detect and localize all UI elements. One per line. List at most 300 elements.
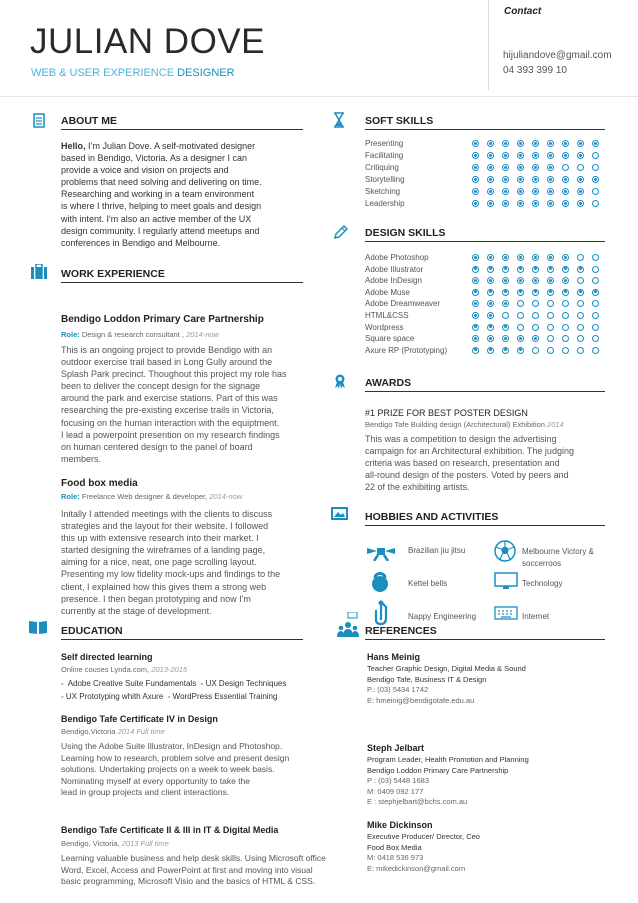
header-rule (0, 96, 638, 97)
about-line: with intent. I'm also an active member of the UX (61, 213, 252, 224)
about-line: is where I thrive, helping to meet goals and design (61, 201, 262, 212)
rating-dot-filled (517, 347, 524, 354)
role-text: Freelance Web designer & developer, (79, 492, 208, 501)
skill-label: Adobe Photoshop (365, 253, 429, 262)
job-line: client, I explained how this gives them a strong web (61, 581, 267, 592)
rating-dot-empty (577, 324, 584, 331)
reference-line: Executive Producer/ Director, Ceo (367, 832, 480, 841)
rating-dot-empty (592, 324, 599, 331)
about-line: based in Bendigo, Victoria. As a designer I can (61, 153, 247, 164)
reference-name: Hans Meinig (367, 652, 421, 662)
rating-dot-filled (472, 289, 479, 296)
rating-dot-filled (547, 266, 554, 273)
job-line: members. (61, 453, 102, 464)
job-line: researching the pre-existing excerise trails in Victoria, (61, 405, 274, 416)
about-line: conferences in Bendigo and Melbourne. (61, 237, 221, 248)
skill-row (365, 163, 605, 175)
soft-skills-rule (365, 129, 605, 130)
rating-dot-empty (592, 266, 599, 273)
skill-label: Axure RP (Prototyping) (365, 345, 448, 355)
role-label: Role: (61, 492, 80, 501)
hobby-label: Brazilian jiu jitsu (408, 546, 466, 555)
reference-mobile: M: 0418 536 973 (367, 853, 424, 862)
rating-dot-filled (547, 289, 554, 296)
education-rule (61, 639, 303, 640)
skill-label: Presenting (365, 139, 404, 148)
rating-dot-filled (532, 140, 539, 147)
hobby-label: Kettel bells (408, 579, 448, 588)
rating-dot-empty (532, 324, 539, 331)
hobby-label: Technology (522, 579, 563, 588)
rating-dot-empty (592, 188, 599, 195)
job-subtitle (31, 67, 235, 79)
reference-name: Mike Dickinson (367, 820, 433, 830)
rating-dot-empty (562, 300, 569, 307)
rating-dot-empty (517, 312, 524, 319)
rating-dot-filled (502, 152, 509, 159)
subtitle-light: WEB & USER EXPERIENCE (31, 67, 178, 79)
rating-dot-filled (487, 254, 494, 261)
edu-line: basic programming, Microsoft Visio and the basics of HTML & CSS. (61, 876, 316, 887)
rating-dot-filled (487, 312, 494, 319)
rating-dot-filled (547, 176, 554, 183)
rating-dot-filled (487, 289, 494, 296)
skill-row (365, 299, 605, 311)
rating-dot-filled (532, 266, 539, 273)
rating-dot-empty (577, 254, 584, 261)
rating-dot-filled (487, 176, 494, 183)
rating-dot-empty (592, 200, 599, 207)
edu-line: Learning valuable business and help desk skills. Using Microsoft office (61, 853, 326, 863)
job-description (61, 508, 311, 617)
rating-dot-filled (502, 347, 509, 354)
skill-row (365, 175, 605, 187)
rating-dot-empty (592, 152, 599, 159)
skill-row (365, 323, 605, 335)
rating-dot-filled (547, 188, 554, 195)
edu-bullet: Adobe Creative Suite Fundamentals (67, 679, 197, 688)
rating-dot-filled (472, 312, 479, 319)
rating-dot-empty (592, 164, 599, 171)
rating-dot-filled (517, 277, 524, 284)
skill-label: Critiquing (365, 163, 399, 172)
rating-dot-empty (577, 347, 584, 354)
rating-dot-filled (577, 266, 584, 273)
skill-rating (472, 347, 599, 354)
rating-dot-empty (592, 277, 599, 284)
rating-dot-empty (562, 335, 569, 342)
keyboard-icon (494, 606, 518, 620)
skill-rating (472, 266, 599, 273)
kettlebell-icon (370, 570, 390, 592)
rating-dot-filled (532, 200, 539, 207)
rating-dot-empty (592, 312, 599, 319)
job-line: Splash Park precinct. Thoughout this project my role has (61, 369, 287, 380)
skill-rating (472, 200, 599, 207)
skill-row (365, 311, 605, 323)
job-title: Bendigo Loddon Primary Care Partnership (61, 314, 264, 325)
rating-dot-filled (577, 152, 584, 159)
reference-phone: P.: (03) 5434 1742 (367, 685, 429, 694)
rating-dot-filled (532, 176, 539, 183)
dash-icon: - (61, 692, 64, 701)
award-ribbon-icon (334, 374, 346, 389)
rating-dot-filled (502, 254, 509, 261)
award-sub-text: Bendigo Tafe Building design (Architectural) Exhibition (365, 420, 545, 429)
rating-dot-empty (547, 300, 554, 307)
contact-phone[interactable]: 04 393 399 10 (503, 65, 567, 76)
skill-label: Sketching (365, 187, 401, 196)
document-icon (33, 113, 45, 128)
rating-dot-empty (592, 254, 599, 261)
about-line: provide a voice and vision on projects and (61, 165, 229, 176)
about-title: ABOUT ME (61, 115, 117, 127)
skill-row (365, 346, 605, 358)
rating-dot-filled (577, 200, 584, 207)
skill-rating (472, 324, 599, 331)
job-line: Initally I attended meetings with the clients to discuss (61, 509, 273, 519)
rating-dot-filled (562, 176, 569, 183)
role-text: Design & research consultant , (79, 330, 184, 339)
rating-dot-filled (502, 140, 509, 147)
rating-dot-filled (547, 140, 554, 147)
rating-dot-filled (592, 289, 599, 296)
reference-details (367, 832, 480, 874)
resume-name: JULIAN DOVE (30, 22, 265, 61)
skill-label: Wordpress (365, 322, 404, 332)
rating-dot-filled (547, 200, 554, 207)
role-dates: 2014-now (207, 492, 243, 501)
job-line: I lead a powerpoint presention on my research findings (61, 429, 280, 440)
skill-label: HTML&CSS (365, 310, 409, 320)
rating-dot-filled (577, 176, 584, 183)
rating-dot-filled (472, 176, 479, 183)
reference-line: Bendigo Tafe, Business IT & Design (367, 674, 487, 684)
rating-dot-filled (517, 140, 524, 147)
edu-dates: 2013 Full time (119, 839, 169, 848)
hobby-label: Internet (522, 612, 550, 621)
job-line: on human centered design to the panel of board (61, 441, 253, 452)
edu-description (61, 741, 311, 799)
rating-dot-empty (532, 300, 539, 307)
award-description (365, 433, 610, 493)
hobby-label: Melbourne Victory & soccerroos (522, 547, 594, 568)
edu-line: lead in group projects and client interactions. (61, 787, 230, 798)
dash-icon: - (167, 692, 171, 701)
contact-label: Contact (504, 6, 542, 17)
award-line: 22 of the exhibiting artists. (365, 482, 470, 493)
rating-dot-filled (562, 289, 569, 296)
rating-dot-empty (592, 300, 599, 307)
rating-dot-empty (547, 324, 554, 331)
skill-row (365, 187, 605, 199)
rating-dot-filled (472, 324, 479, 331)
rating-dot-filled (472, 254, 479, 261)
rating-dot-filled (517, 289, 524, 296)
edu-sub (61, 665, 187, 674)
rating-dot-empty (577, 312, 584, 319)
about-line: problems that need solving and delivering on time. (61, 177, 262, 188)
rating-dot-filled (517, 266, 524, 273)
job-role (61, 330, 219, 339)
work-title: WORK EXPERIENCE (61, 268, 165, 280)
safety-pin-icon (373, 600, 389, 626)
rating-dot-filled (487, 347, 494, 354)
edu-sub (61, 839, 169, 848)
header-divider (488, 0, 489, 90)
work-rule (61, 282, 303, 283)
hobbies-rule (365, 525, 605, 526)
rating-dot-empty (532, 347, 539, 354)
edu-sub-text: Bendigo, Victoria, (61, 839, 120, 848)
reference-phone: P : (03) 5448 1683 (367, 776, 429, 785)
image-icon (331, 507, 348, 520)
skill-rating (472, 277, 599, 284)
rating-dot-filled (532, 254, 539, 261)
skill-row (365, 139, 605, 151)
award-year: 2014 (544, 420, 564, 429)
job-line: aiming for a nice, neat, one page scrolling layout. (61, 557, 257, 568)
job-line: currently at the stage of development. (61, 605, 212, 616)
subtitle-dark: DESIGNER (177, 67, 235, 79)
monitor-icon (494, 572, 518, 590)
rating-dot-filled (577, 188, 584, 195)
rating-dot-filled (532, 335, 539, 342)
rating-dot-filled (472, 188, 479, 195)
award-sub (365, 420, 564, 429)
rating-dot-filled (517, 152, 524, 159)
rating-dot-filled (487, 300, 494, 307)
about-greeting: Hello, (61, 141, 86, 151)
rating-dot-filled (487, 152, 494, 159)
job-description (61, 344, 311, 465)
edu-title: Bendigo Tafe Certificate IV in Design (61, 714, 218, 724)
belt-icon (367, 543, 395, 561)
rating-dot-filled (532, 164, 539, 171)
rating-dot-filled (532, 277, 539, 284)
job-line: This is an ongoing project to provide Bendigo with an (61, 345, 273, 355)
design-skills-list (365, 253, 605, 357)
pencil-icon (333, 225, 348, 240)
contact-email[interactable]: hijuliandove@gmail.com (503, 50, 612, 61)
reference-email[interactable]: E: hmeinig@bendigotafe.edu.au (367, 695, 475, 705)
about-rule (61, 129, 303, 130)
rating-dot-empty (517, 324, 524, 331)
rating-dot-filled (487, 324, 494, 331)
job-line: this up with extensive research into their market. I (61, 533, 259, 544)
hourglass-icon (333, 112, 345, 128)
rating-dot-filled (487, 140, 494, 147)
rating-dot-empty (592, 347, 599, 354)
rating-dot-filled (562, 152, 569, 159)
references-rule (365, 639, 605, 640)
edu-sub-text: Bendigo,Victoria (61, 727, 116, 736)
edu-bullet: UX Prototyping whith Axure (65, 692, 164, 701)
rating-dot-empty (577, 277, 584, 284)
skill-label: Adobe InDesign (365, 276, 422, 286)
rating-dot-filled (472, 200, 479, 207)
rating-dot-empty (547, 312, 554, 319)
job-line: Presenting my low fidelity mock-ups and findings to the (61, 569, 281, 580)
rating-dot-empty (592, 335, 599, 342)
rating-dot-filled (577, 140, 584, 147)
rating-dot-filled (472, 277, 479, 284)
skill-label: Storytelling (365, 175, 405, 184)
reference-email[interactable]: E: mikedickinson@gmail.com (367, 863, 466, 873)
skill-label: Adobe Illustrator (365, 264, 424, 274)
edu-bullet: UX Design Techniques (205, 679, 287, 688)
rating-dot-filled (502, 266, 509, 273)
skill-label: Square space (365, 334, 415, 344)
rating-dot-filled (517, 254, 524, 261)
skill-label: Facilitating (365, 151, 404, 160)
about-line: design community. I regularly attend meetups and (61, 225, 260, 236)
rating-dot-filled (517, 335, 524, 342)
reference-line: Bendigo Loddon Primary Care Partnership (367, 765, 509, 775)
rating-dot-filled (517, 200, 524, 207)
rating-dot-filled (502, 188, 509, 195)
rating-dot-filled (562, 254, 569, 261)
award-title: #1 PRIZE FOR BEST POSTER DESIGN (365, 408, 528, 418)
rating-dot-empty (562, 347, 569, 354)
rating-dot-filled (562, 188, 569, 195)
hobby-label: Nappy Engineering (408, 612, 477, 621)
edu-line: solutions. Undertaking projects on a week to week basis. (61, 764, 275, 775)
rating-dot-filled (502, 176, 509, 183)
rating-dot-filled (532, 188, 539, 195)
rating-dot-filled (517, 164, 524, 171)
reference-line: Food Box Media (367, 842, 422, 852)
rating-dot-filled (472, 347, 479, 354)
rating-dot-filled (502, 300, 509, 307)
rating-dot-filled (547, 254, 554, 261)
rating-dot-filled (547, 277, 554, 284)
education-title: EDUCATION (61, 625, 123, 637)
job-role (61, 492, 242, 501)
rating-dot-filled (472, 335, 479, 342)
rating-dot-empty (562, 164, 569, 171)
skill-rating (472, 164, 599, 171)
design-skills-rule (365, 241, 605, 242)
rating-dot-filled (487, 164, 494, 171)
job-line: presence. I then began prototyping and now I'm (61, 593, 251, 604)
about-text (61, 140, 306, 249)
skill-label: Leadership (365, 199, 405, 208)
rating-dot-filled (472, 164, 479, 171)
skill-row (365, 334, 605, 346)
skill-rating (472, 188, 599, 195)
rating-dot-empty (562, 312, 569, 319)
briefcase-icon (31, 264, 47, 279)
rating-dot-filled (577, 289, 584, 296)
rating-dot-filled (472, 152, 479, 159)
reference-name: Steph Jelbart (367, 743, 425, 753)
reference-line: Program Leader, Health Promotion and Planning (367, 755, 529, 764)
reference-line: Teacher Graphic Design, Digital Media & Sound (367, 664, 526, 673)
edu-line: Using the Adobe Suite Illustrator, InDesign and Photoshop. (61, 741, 283, 751)
edu-dates: 2014 Full time (115, 727, 165, 736)
rating-dot-filled (532, 152, 539, 159)
soft-skills-title: SOFT SKILLS (365, 115, 434, 127)
skill-rating (472, 254, 599, 261)
book-icon (28, 620, 48, 635)
rating-dot-filled (472, 300, 479, 307)
reference-mobile: M: 0409 092 177 (367, 786, 424, 796)
awards-title: AWARDS (365, 377, 412, 389)
rating-dot-empty (517, 300, 524, 307)
award-line: This was a competition to design the advertising (365, 434, 557, 444)
rating-dot-filled (502, 200, 509, 207)
awards-rule (365, 391, 605, 392)
job-title: Food box media (61, 478, 138, 489)
rating-dot-filled (592, 176, 599, 183)
award-line: criteria was based on research, presentation and (365, 458, 560, 469)
rating-dot-empty (547, 347, 554, 354)
skill-row (365, 265, 605, 277)
skill-rating (472, 335, 599, 342)
reference-email[interactable]: E : stephjelbart@bchs.com.au (367, 797, 468, 806)
rating-dot-filled (532, 289, 539, 296)
job-line: started designing the wireframes of a landing page, (61, 545, 266, 556)
job-line: strategies and the layout for their website. I followed (61, 521, 269, 532)
rating-dot-empty (562, 324, 569, 331)
rating-dot-empty (547, 335, 554, 342)
rating-dot-filled (472, 266, 479, 273)
rating-dot-filled (592, 140, 599, 147)
hobbies-title: HOBBIES AND ACTIVITIES (365, 511, 499, 523)
about-line: Researching and working in a team environment (61, 189, 255, 200)
skill-label: Adobe Muse (365, 287, 410, 297)
skill-rating (472, 289, 599, 296)
rating-dot-filled (502, 277, 509, 284)
skill-rating (472, 176, 599, 183)
rating-dot-filled (502, 324, 509, 331)
rating-dot-filled (472, 140, 479, 147)
rating-dot-filled (502, 335, 509, 342)
edu-line: Word, Excel, Access and PowerPoint at first and moving into visual (61, 864, 313, 875)
design-skills-title: DESIGN SKILLS (365, 227, 446, 239)
rating-dot-filled (502, 289, 509, 296)
rating-dot-empty (502, 312, 509, 319)
skill-rating (472, 152, 599, 159)
soccer-icon (494, 540, 516, 562)
skill-label: Adobe Dreamweaver (365, 299, 441, 309)
rating-dot-filled (547, 152, 554, 159)
edu-bullet-row (61, 679, 286, 688)
skill-row (365, 253, 605, 265)
reference-details (367, 755, 529, 808)
rating-dot-filled (487, 266, 494, 273)
edu-sub-text: Online couses Lynda.com, (61, 665, 150, 674)
rating-dot-filled (547, 164, 554, 171)
about-line-0-rest: I’m Julian Dove. A self-motivated designer (85, 141, 256, 151)
skill-row (365, 199, 605, 211)
role-dates: 2014-now (183, 330, 220, 339)
reference-details (367, 664, 526, 706)
rating-dot-filled (562, 266, 569, 273)
job-line: around the park and exercise stations. Part of this was (61, 393, 278, 404)
rating-dot-filled (562, 200, 569, 207)
dash-icon: - (200, 679, 204, 688)
rating-dot-filled (517, 188, 524, 195)
rating-dot-empty (577, 335, 584, 342)
soft-skills-list (365, 139, 605, 211)
award-line: campaign for an Architectural exhibition. The judging (365, 446, 574, 457)
edu-line: Learning how to research, problem solve and present design (61, 752, 290, 763)
references-title: REFERENCES (365, 625, 437, 637)
rating-dot-filled (562, 277, 569, 284)
dash-icon: - (61, 679, 64, 688)
